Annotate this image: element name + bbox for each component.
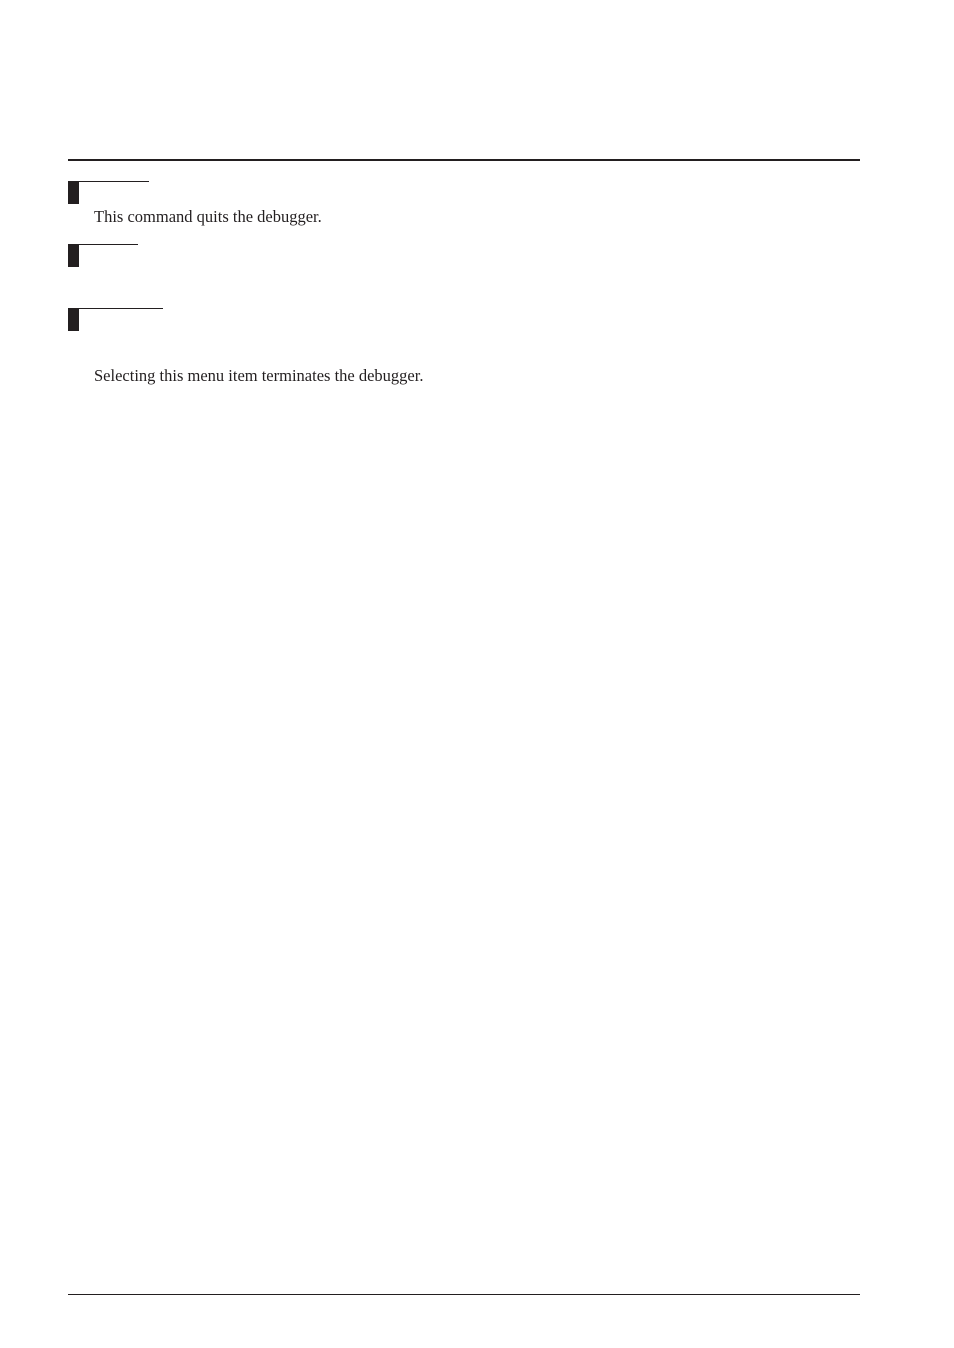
section-2-underline (79, 244, 138, 245)
section-2-marker (68, 244, 79, 267)
section-3-underline (79, 308, 163, 309)
section-3-marker (68, 308, 79, 331)
section-1-underline (79, 181, 149, 182)
section-3-body: Selecting this menu item terminates the debugger. (94, 366, 424, 385)
header-rule (68, 159, 860, 161)
section-1-body: This command quits the debugger. (94, 207, 322, 226)
footer-rule (68, 1294, 860, 1295)
section-1-marker (68, 181, 79, 204)
